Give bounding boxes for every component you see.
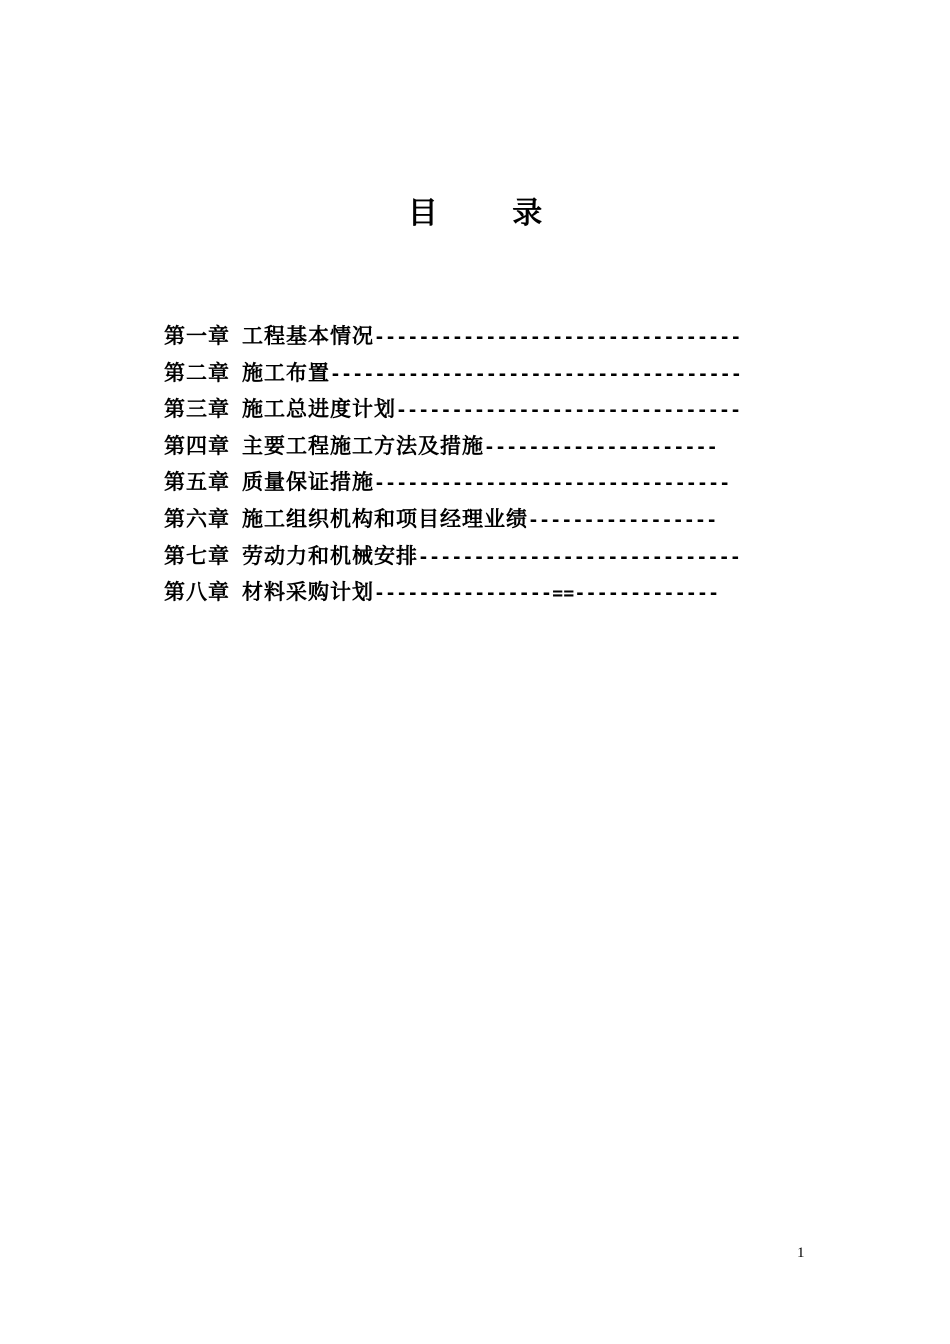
toc-leader: -------------------------------- <box>374 473 731 495</box>
toc-chapter-title: 材料采购计划 <box>242 580 374 605</box>
toc-chapter-number: 第七章 <box>164 543 230 568</box>
toc-chapter-title: 主要工程施工方法及措施 <box>242 433 484 458</box>
toc-item-1[interactable] <box>164 318 784 355</box>
toc-item-4[interactable] <box>164 428 784 465</box>
toc-leader: ------------------------------------- <box>330 363 743 385</box>
toc-leader: ----------------==------------- <box>374 583 720 605</box>
toc-leader: ----------------------------- <box>418 546 741 568</box>
table-of-contents <box>164 318 784 611</box>
toc-chapter-number: 第八章 <box>164 580 230 605</box>
toc-leader: ----------------- <box>528 509 718 531</box>
page-title: 目 录 <box>407 196 575 231</box>
toc-chapter-number: 第六章 <box>164 506 230 531</box>
toc-chapter-number: 第一章 <box>164 324 230 348</box>
toc-chapter-number: 第五章 <box>164 470 230 495</box>
toc-chapter-title: 施工总进度计划 <box>242 397 396 422</box>
page-number: 1 <box>797 1245 805 1261</box>
toc-chapter-title: 质量保证措施 <box>242 470 374 495</box>
toc-leader: --------------------- <box>484 436 718 458</box>
toc-item-7[interactable] <box>164 538 784 575</box>
toc-item-6[interactable] <box>164 501 784 538</box>
toc-chapter-number: 第二章 <box>164 360 230 385</box>
toc-chapter-title: 施工布置 <box>242 360 330 385</box>
toc-chapter-title: 劳动力和机械安排 <box>242 543 418 568</box>
toc-leader: ------------------------------- <box>396 400 742 422</box>
toc-item-5[interactable] <box>164 464 784 501</box>
toc-item-3[interactable] <box>164 391 784 428</box>
toc-leader: --------------------------------- <box>374 327 742 348</box>
toc-chapter-number: 第三章 <box>164 397 230 422</box>
toc-item-2[interactable] <box>164 355 784 392</box>
toc-chapter-title: 工程基本情况 <box>242 324 374 348</box>
toc-chapter-number: 第四章 <box>164 433 230 458</box>
toc-chapter-title: 施工组织机构和项目经理业绩 <box>242 506 528 531</box>
toc-item-8[interactable] <box>164 574 784 611</box>
